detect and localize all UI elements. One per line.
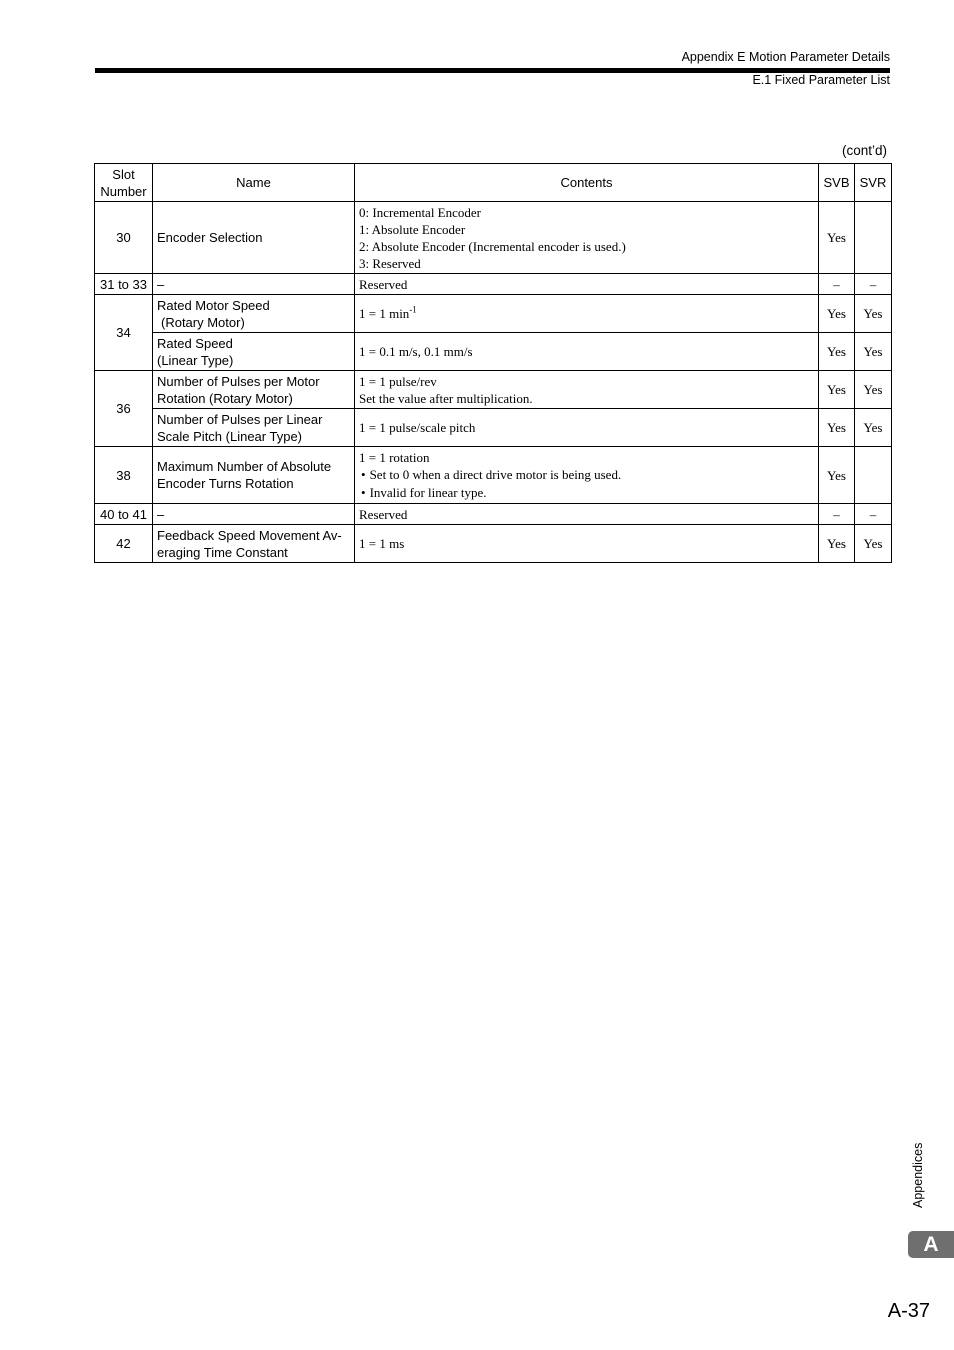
svr-cell — [855, 447, 892, 504]
contents-line: Set the value after multiplication. — [359, 390, 533, 406]
contents-cell — [355, 447, 819, 504]
name-line: Encoder Turns Rotation — [157, 476, 294, 491]
name-cell — [153, 333, 355, 371]
name-line: (Rotary Motor) — [161, 314, 245, 330]
name-line: Number of Pulses per Motor — [157, 373, 320, 389]
svb-cell: – — [819, 504, 855, 525]
contents-cell: 1 = 1 ms — [355, 525, 819, 563]
svr-cell: Yes — [855, 409, 892, 447]
name-cell — [153, 409, 355, 447]
svr-cell: Yes — [855, 295, 892, 333]
slot-cell: 31 to 33 — [95, 274, 153, 295]
slot-cell: 36 — [95, 371, 153, 447]
slot-cell: 38 — [95, 447, 153, 504]
svb-cell: Yes — [819, 371, 855, 409]
name-line: Rated Speed — [157, 335, 233, 351]
header-svb: SVB — [819, 164, 855, 202]
name-line: Maximum Number of Absolute — [157, 459, 332, 474]
contents-line: 1: Absolute Encoder — [359, 221, 466, 237]
svr-cell: Yes — [855, 525, 892, 563]
slot-cell: 30 — [95, 202, 153, 274]
contents-cell — [355, 295, 819, 333]
name-line: Number of Pulses per Linear — [157, 411, 323, 427]
running-header-section: E.1 Fixed Parameter List — [752, 73, 890, 87]
name-cell — [153, 447, 355, 504]
contents-cell: 1 = 1 pulse/scale pitch — [355, 409, 819, 447]
side-tab-label: Appendices — [911, 1142, 925, 1208]
contents-cell: Reserved — [355, 504, 819, 525]
name-cell — [153, 295, 355, 333]
name-cell: – — [153, 504, 355, 525]
slot-cell: 42 — [95, 525, 153, 563]
contents-line: 3: Reserved — [359, 255, 421, 271]
svb-cell: Yes — [819, 409, 855, 447]
svb-cell: Yes — [819, 333, 855, 371]
contents-line: 2: Absolute Encoder (Incremental encoder is used.) — [359, 238, 626, 254]
contents-text: 1 = 1 min — [359, 306, 410, 321]
slot-cell: 40 to 41 — [95, 504, 153, 525]
appendix-tab: A — [908, 1231, 954, 1258]
table-row — [95, 333, 892, 371]
name-line: Rotation (Rotary Motor) — [157, 390, 293, 406]
svr-cell — [855, 202, 892, 274]
name-line: eraging Time Constant — [157, 544, 288, 560]
name-cell — [153, 525, 355, 563]
contents-line: 0: Incremental Encoder — [359, 204, 481, 220]
svr-cell: Yes — [855, 371, 892, 409]
svr-cell: Yes — [855, 333, 892, 371]
table-row — [95, 371, 892, 409]
page-number: A-37 — [887, 1300, 930, 1322]
contents-cell: 1 = 0.1 m/s, 0.1 mm/s — [355, 333, 819, 371]
superscript-exponent: -1 — [409, 304, 417, 315]
header-name: Name — [153, 164, 355, 202]
name-line: (Linear Type) — [157, 352, 234, 368]
contents-cell: Reserved — [355, 274, 819, 295]
svb-cell: Yes — [819, 447, 855, 504]
bullet-item: • Invalid for linear type. — [359, 484, 814, 502]
table-row — [95, 409, 892, 447]
running-header-chapter: Appendix E Motion Parameter Details — [681, 50, 890, 64]
table-row — [95, 274, 892, 295]
name-line: Feedback Speed Movement Av- — [157, 527, 342, 543]
contents-line: 1 = 1 pulse/rev — [359, 373, 437, 389]
table-row — [95, 202, 892, 274]
contents-line: 1 = 1 rotation — [359, 449, 430, 465]
table-row — [95, 504, 892, 525]
name-line: Scale Pitch (Linear Type) — [157, 428, 302, 444]
table-header-row — [95, 164, 892, 202]
svb-cell: – — [819, 274, 855, 295]
header-svr: SVR — [855, 164, 892, 202]
name-line: Rated Motor Speed — [157, 297, 270, 313]
svb-cell: Yes — [819, 202, 855, 274]
svr-cell: – — [855, 274, 892, 295]
table-row — [95, 525, 892, 563]
contents-cell — [355, 371, 819, 409]
svr-cell: – — [855, 504, 892, 525]
svb-cell: Yes — [819, 525, 855, 563]
fixed-parameter-table — [94, 163, 892, 563]
table-row — [95, 447, 892, 504]
contents-cell — [355, 202, 819, 274]
svb-cell: Yes — [819, 295, 855, 333]
name-cell: – — [153, 274, 355, 295]
header-slot-number: Slot Number — [95, 164, 153, 202]
table-row — [95, 295, 892, 333]
header-contents: Contents — [355, 164, 819, 202]
continued-label: (cont’d) — [841, 143, 887, 158]
name-cell — [153, 371, 355, 409]
bullet-item: • Set to 0 when a direct drive motor is being used. — [359, 466, 814, 484]
slot-cell: 34 — [95, 295, 153, 371]
name-cell: Encoder Selection — [153, 202, 355, 274]
